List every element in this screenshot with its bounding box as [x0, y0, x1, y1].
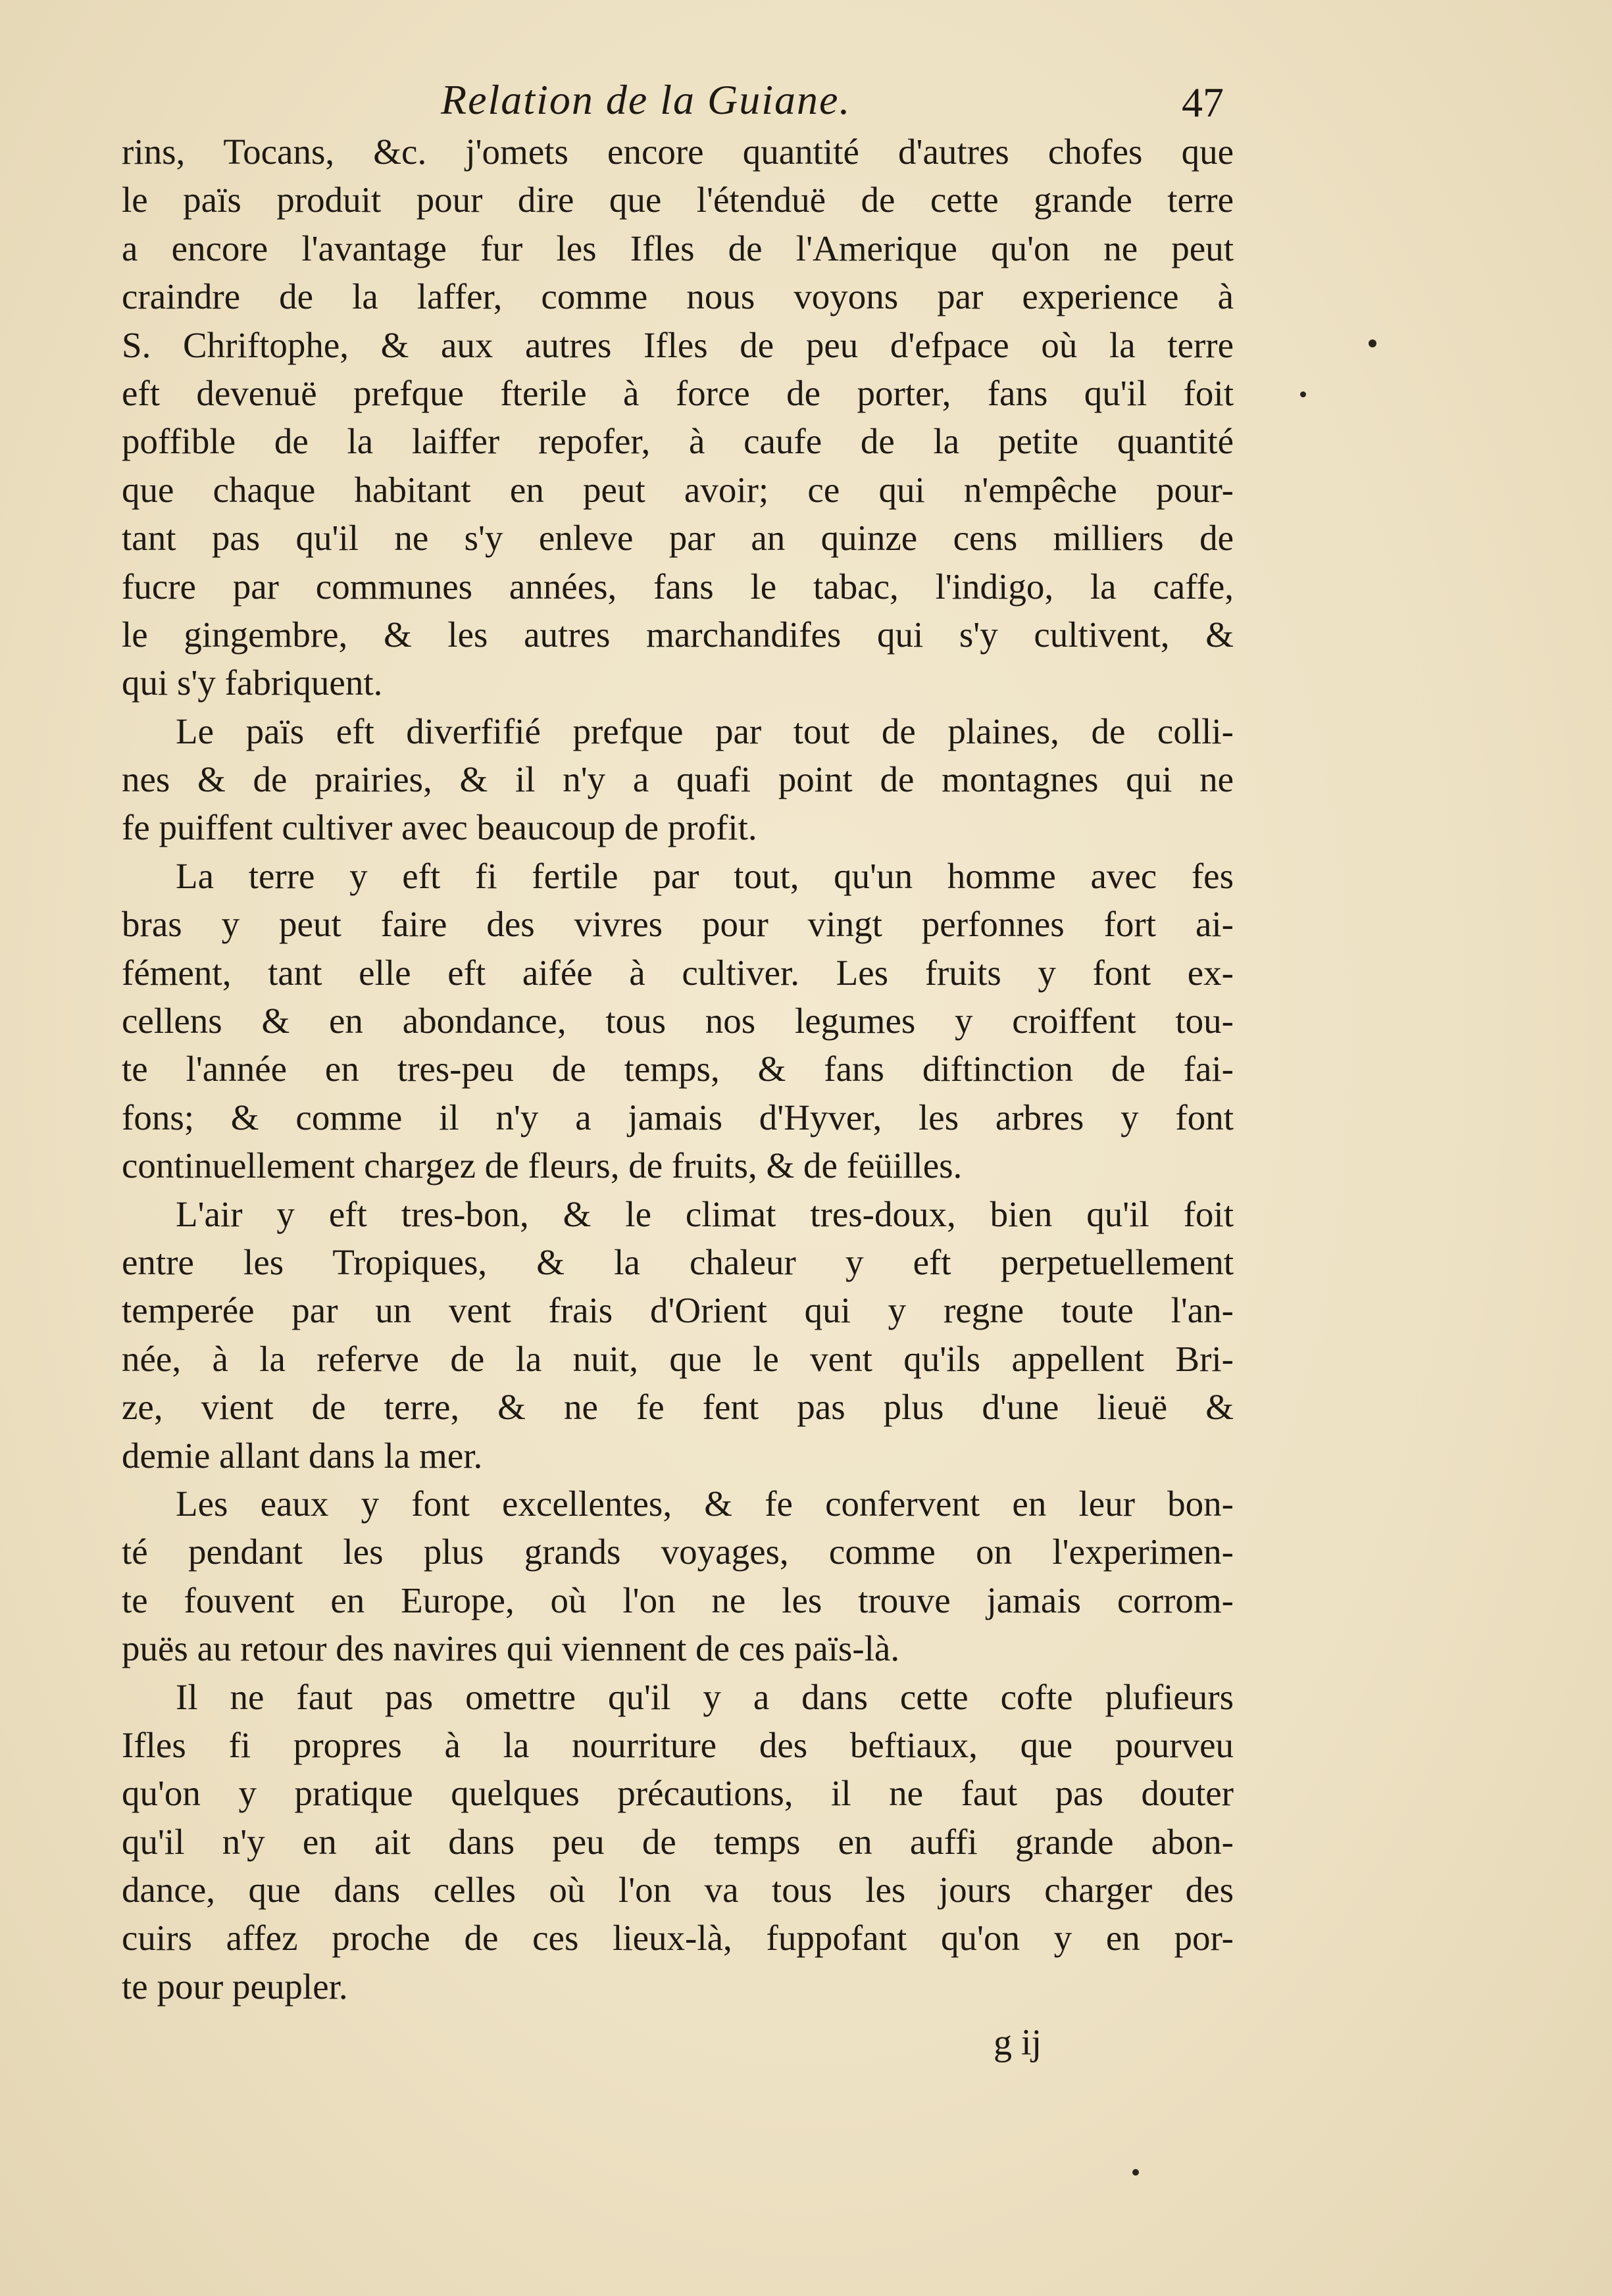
text-line: nes & de prairies, & il n'y a quafi point de montagnes qui ne [122, 759, 1234, 800]
text-line: Ifles fi propres à la nourriture des beftiaux, que pourveu [122, 1724, 1234, 1765]
text-line: fucre par communes années, fans le tabac, l'indigo, la caffe, [122, 566, 1234, 607]
text-line: demie allant dans la mer. [122, 1435, 483, 1476]
text-line: S. Chriftophe, & aux autres Ifles de peu d'efpace où la terre [122, 324, 1234, 365]
text-line: te fouvent en Europe, où l'on ne les trouve jamais corrom- [122, 1580, 1234, 1620]
page-number: 47 [1182, 79, 1224, 126]
text-line: rins, Tocans, &c. j'omets encore quantité d'autres chofes que [122, 132, 1234, 172]
ink-speck [1132, 2169, 1139, 2176]
text-line: le païs produit pour dire que l'étenduë de cette grande terre [122, 180, 1234, 220]
text-line: cellens & en abondance, tous nos legumes y croiffent tou- [122, 1001, 1234, 1041]
running-head [122, 72, 1234, 128]
text-line: puës au retour des navires qui viennent de ces païs-là. [122, 1628, 900, 1669]
text-line: qu'on y pratique quelques précautions, il ne faut pas douter [122, 1773, 1234, 1814]
paragraph-5 [122, 1480, 1234, 1673]
running-title: Relation de la Guiane. [441, 76, 851, 123]
paragraph-6 [122, 1673, 1234, 2011]
paragraph-3 [122, 852, 1234, 1190]
text-line: La terre y eft fi fertile par tout, qu'un homme avec fes [176, 855, 1234, 896]
text-line: cuirs affez proche de ces lieux-là, fuppofant qu'on y en por- [122, 1918, 1234, 1959]
text-line: le gingembre, & les autres marchandifes qui s'y cultivent, & [122, 614, 1234, 655]
text-line: entre les Tropiques, & la chaleur y eft perpetuellement [122, 1241, 1234, 1282]
text-line: qui s'y fabriquent. [122, 662, 383, 703]
text-line: bras y peut faire des vivres pour vingt perfonnes fort ai- [122, 904, 1234, 945]
text-line: poffible de la laiffer repofer, à caufe de la petite quantité [122, 421, 1234, 462]
paragraph-4 [122, 1190, 1234, 1480]
text-line: fe puiffent cultiver avec beaucoup de profit. [122, 807, 757, 848]
text-line: née, à la referve de la nuit, que le vent qu'ils appellent Bri- [122, 1338, 1234, 1379]
text-line: continuellement chargez de fleurs, de fruits, & de feüilles. [122, 1145, 963, 1186]
ink-speck [1369, 339, 1376, 347]
text-line: qu'il n'y en ait dans peu de temps en auffi grande abon- [122, 1821, 1234, 1862]
text-line: te l'année en tres-peu de temps, & fans diftinction de fai- [122, 1049, 1234, 1089]
text-line: te pour peupler. [122, 1966, 348, 2007]
text-block [122, 72, 1234, 2010]
text-line: té pendant les plus grands voyages, comme on l'experimen- [122, 1532, 1234, 1572]
paragraph-1 [122, 128, 1234, 707]
signature-mark: g ij [994, 2022, 1042, 2063]
text-line: a encore l'avantage fur les Ifles de l'Amerique qu'on ne peut [122, 228, 1234, 268]
text-line: tant pas qu'il ne s'y enleve par an quinze cens milliers de [122, 518, 1234, 559]
text-line: Il ne faut pas omettre qu'il y a dans cette cofte plufieurs [176, 1676, 1234, 1717]
ink-speck [1300, 391, 1306, 397]
text-line: Les eaux y font excellentes, & fe confervent en leur bon- [176, 1483, 1234, 1524]
text-line: dance, que dans celles où l'on va tous les jours charger des [122, 1870, 1234, 1910]
paragraph-2 [122, 707, 1234, 852]
text-line: fément, tant elle eft aifée à cultiver. Les fruits y font ex- [122, 952, 1234, 993]
text-line: fons; & comme il n'y a jamais d'Hyver, les arbres y font [122, 1097, 1234, 1137]
text-line: Le païs eft diverfifié prefque par tout de plaines, de colli- [176, 711, 1234, 751]
text-line: ze, vient de terre, & ne fe fent pas plus d'une lieuë & [122, 1387, 1234, 1428]
text-line: craindre de la laffer, comme nous voyons par experience à [122, 276, 1234, 317]
text-line: L'air y eft tres-bon, & le climat tres-doux, bien qu'il foit [176, 1193, 1234, 1234]
text-line: temperée par un vent frais d'Orient qui y regne toute l'an- [122, 1290, 1234, 1331]
text-line: que chaque habitant en peut avoir; ce qui n'empêche pour- [122, 469, 1234, 510]
text-line: eft devenuë prefque fterile à force de porter, fans qu'il foit [122, 372, 1234, 413]
